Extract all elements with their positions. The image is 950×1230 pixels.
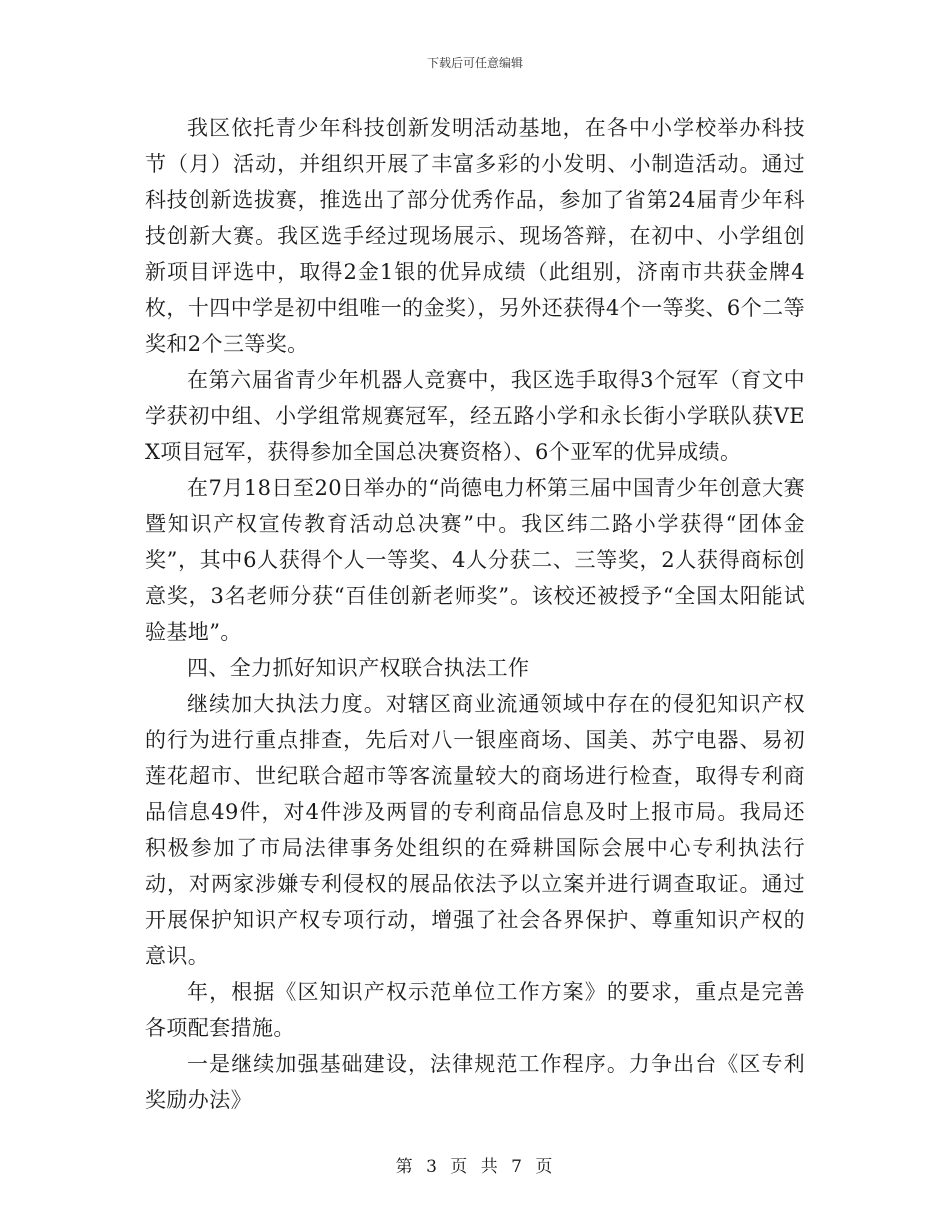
footer-gong: 共 <box>480 1157 500 1177</box>
header-note: 下载后可任意编辑 <box>426 56 523 70</box>
footer-ye2: 页 <box>535 1157 555 1177</box>
paragraph-enforcement: 继续加大执法力度。对辖区商业流通领域中存在的侵犯知识产权的行为进行重点排查，先后对八一银座商场、国美、苏宁电器、易初莲花超市、世纪联合超市等客流量较大的商场进行检查，取得专利商品信息49件，对4件涉及两冒的专利商品信息及时上报市局。我局还积极参加了市局法律事务处组织的在舜耕国际会展中心专利执法行动，对两家涉嫌专利侵权的展品依法予以立案并进行调查取证。通过开展保护知识产权专项行动，增强了社会各界保护、尊重知识产权的意识。 <box>145 692 805 968</box>
footer-ye: 页 <box>450 1157 470 1177</box>
footer-current-page: 3 <box>426 1157 439 1177</box>
paragraph-measure-one: 一是继续加强基础建设，法律规范工作程序。力争出台《区专利奖励办法》 <box>145 1052 805 1112</box>
paragraph-tech-festival: 我区依托青少年科技创新发明活动基地，在各中小学校举办科技节（月）活动，并组织开展了丰富多彩的小发明、小制造活动。通过科技创新选拔赛，推选出了部分优秀作品，参加了省第24届青少年科技创新大赛。我区选手经过现场展示、现场答辩，在初中、小学组创新项目评选中，取得2金1银的优异成绩（此组别，济南市共获金牌4枚，十四中学是初中组唯一的金奖），另外还获得4个一等奖、6个二等奖和2个三等奖。 <box>145 116 805 356</box>
paragraph-robot-contest: 在第六届省青少年机器人竞赛中，我区选手取得3个冠军（育文中学获初中组、小学组常规赛冠军，经五路小学和永长街小学联队获VEX项目冠军，获得参加全国总决赛资格）、6个亚军的优异成绩。 <box>145 368 805 464</box>
paragraph-creative-contest: 在7月18日至20日举办的“尚德电力杯第三届中国青少年创意大赛暨知识产权宣传教育活动总决赛”中。我区纬二路小学获得“团体金奖”，其中6人获得个人一等奖、4人分获二、三等奖，2人获得商标创意奖，3名老师分获“百佳创新老师奖”。该校还被授予“全国太阳能试验基地”。 <box>145 476 805 644</box>
section-heading-enforcement: 四、全力抓好知识产权联合执法工作 <box>187 656 530 680</box>
page-footer <box>0 1152 950 1177</box>
document-body <box>145 110 805 1118</box>
paragraph-plan: 年，根据《区知识产权示范单位工作方案》的要求，重点是完善各项配套措施。 <box>145 980 805 1040</box>
footer-total-pages: 7 <box>511 1157 524 1177</box>
footer-di: 第 <box>395 1157 415 1177</box>
